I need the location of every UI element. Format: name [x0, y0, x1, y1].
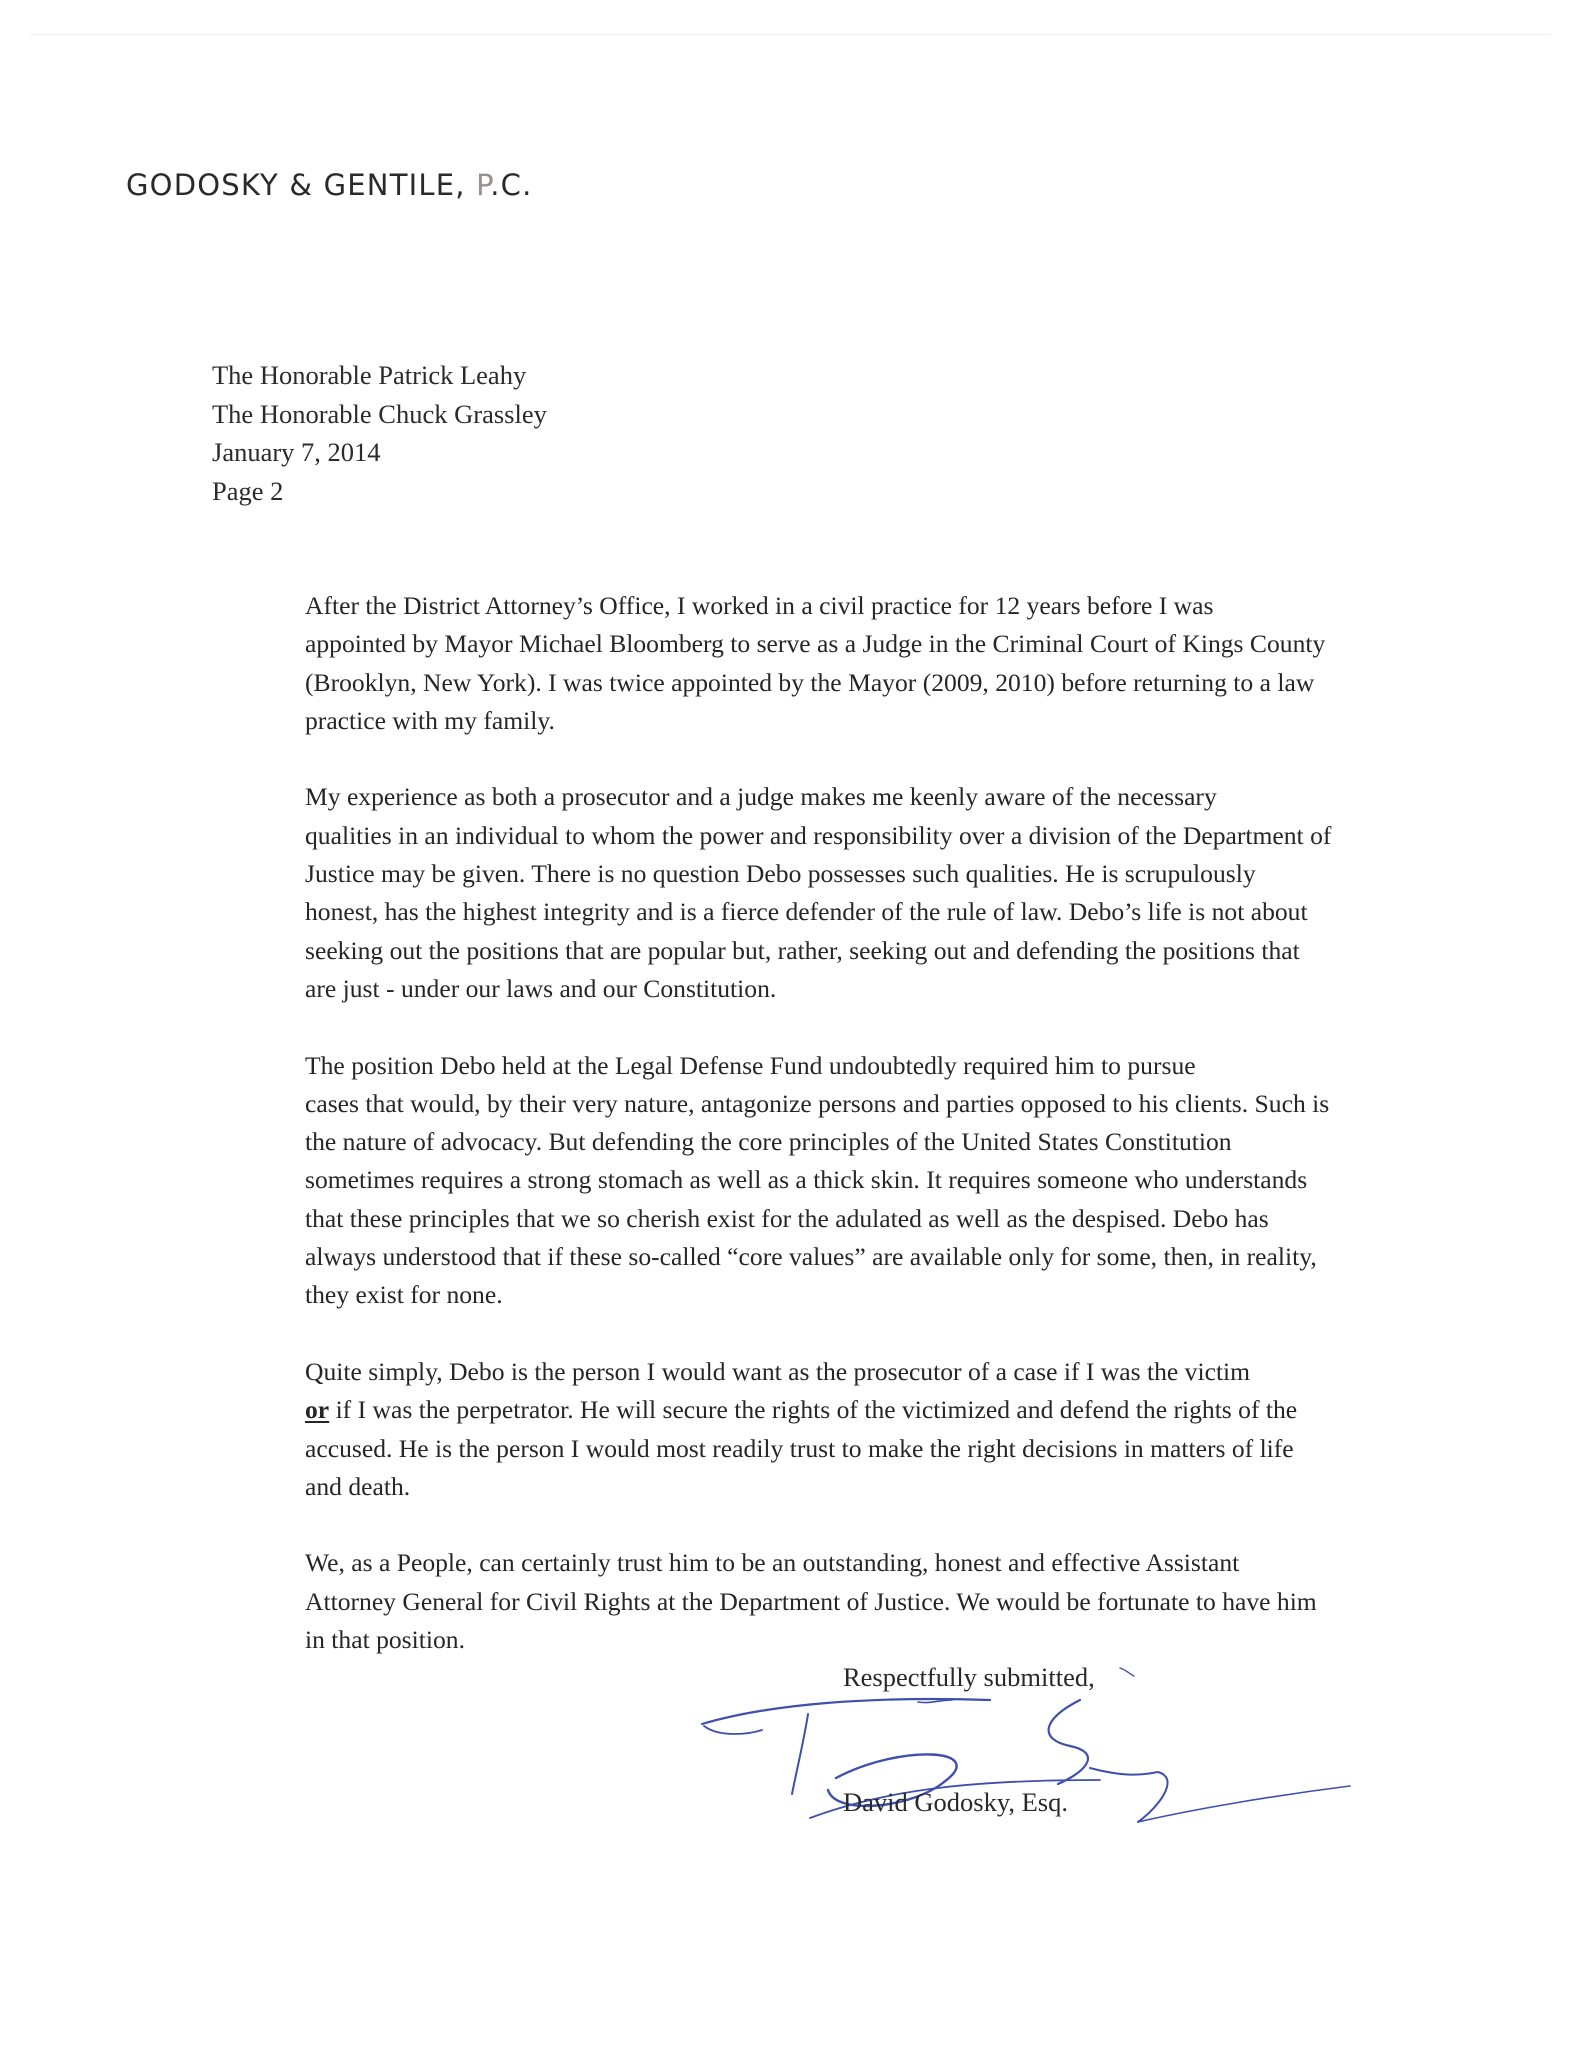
addressee-1: The Honorable Patrick Leahy: [212, 360, 527, 390]
paragraph-line: are just - under our laws and our Constitution.: [305, 973, 777, 1003]
addressee-2: The Honorable Chuck Grassley: [212, 398, 547, 429]
paragraph-line: (Brooklyn, New York). I was twice appointed by the Mayor (2009, 2010) before returning to a law: [305, 667, 1315, 697]
paragraph-line: they exist for none.: [305, 1280, 503, 1310]
paragraph-line: The position Debo held at the Legal Defense Fund undoubtedly required him to pursue: [305, 1050, 1196, 1080]
paragraph-line: that these principles that we so cherish exist for the adulated as well as the despised. Debo has: [305, 1203, 1269, 1233]
page-number: Page 2: [212, 475, 284, 506]
scan-edge-line: [30, 34, 1550, 35]
paragraph-line: cases that would, by their very nature, antagonize persons and parties opposed to his clients. Such is: [305, 1088, 1330, 1118]
paragraph-line: in that position.: [305, 1625, 465, 1655]
address-block: [212, 356, 547, 510]
paragraph-line: practice with my family.: [305, 705, 555, 735]
paragraph-1: [212, 587, 1382, 740]
letter-date: January 7, 2014: [212, 437, 381, 467]
letterhead: [126, 168, 533, 202]
paragraph-line: seeking out the positions that are popular but, rather, seeking out and defending the positions that: [305, 935, 1300, 965]
closing-salutation: Respectfully submitted,: [843, 1662, 1095, 1692]
paragraph-line: Justice may be given. There is no question Debo possesses such qualities. He is scrupulously: [305, 859, 1256, 889]
paragraph-2: [212, 778, 1382, 1008]
firm-suffix-p: P: [476, 168, 491, 202]
paragraph-line: After the District Attorney’s Office, I worked in a civil practice for 12 years before I was: [305, 591, 1214, 620]
signer-name: David Godosky, Esq.: [843, 1787, 1068, 1817]
paragraph-line: qualities in an individual to whom the power and responsibility over a division of the Department of: [305, 820, 1332, 850]
paragraph-line: the nature of advocacy. But defending the core principles of the United States Constitution: [305, 1127, 1232, 1157]
paragraph-line: [212, 1391, 1382, 1429]
paragraph-line-rest: if I was the perpetrator. He will secure the rights of the victimized and defend the rights of the: [329, 1395, 1298, 1425]
letter-body: [212, 587, 1382, 1698]
paragraph-line: honest, has the highest integrity and is a fierce defender of the rule of law. Debo’s life is not about: [305, 897, 1308, 927]
paragraph-line: We, as a People, can certainly trust him to be an outstanding, honest and effective Assistant: [305, 1548, 1240, 1578]
handwritten-signature: [690, 1660, 1370, 1880]
paragraph-line: accused. He is the person I would most readily trust to make the right decisions in matters of life: [305, 1433, 1294, 1463]
paragraph-line: Attorney General for Civil Rights at the Department of Justice. We would be fortunate to have him: [305, 1586, 1317, 1616]
paragraph-line: and death.: [305, 1471, 411, 1501]
paragraph-line: My experience as both a prosecutor and a judge makes me keenly aware of the necessary: [305, 782, 1217, 812]
firm-name: GODOSKY & GENTILE,: [126, 168, 466, 202]
paragraph-line: sometimes requires a strong stomach as well as a thick skin. It requires someone who understands: [305, 1165, 1308, 1195]
paragraph-line: always understood that if these so-called “core values” are available only for some, then, in reality,: [305, 1242, 1317, 1272]
paragraph-5: [212, 1544, 1382, 1659]
firm-suffix-tail: .C.: [490, 168, 533, 202]
paragraph-line: appointed by Mayor Michael Bloomberg to serve as a Judge in the Criminal Court of Kings County: [305, 629, 1326, 659]
paragraph-line: Quite simply, Debo is the person I would want as the prosecutor of a case if I was the victim: [305, 1356, 1251, 1386]
emphasis-or: or: [305, 1395, 330, 1425]
paragraph-4: [212, 1353, 1382, 1506]
paragraph-3: [212, 1047, 1382, 1315]
